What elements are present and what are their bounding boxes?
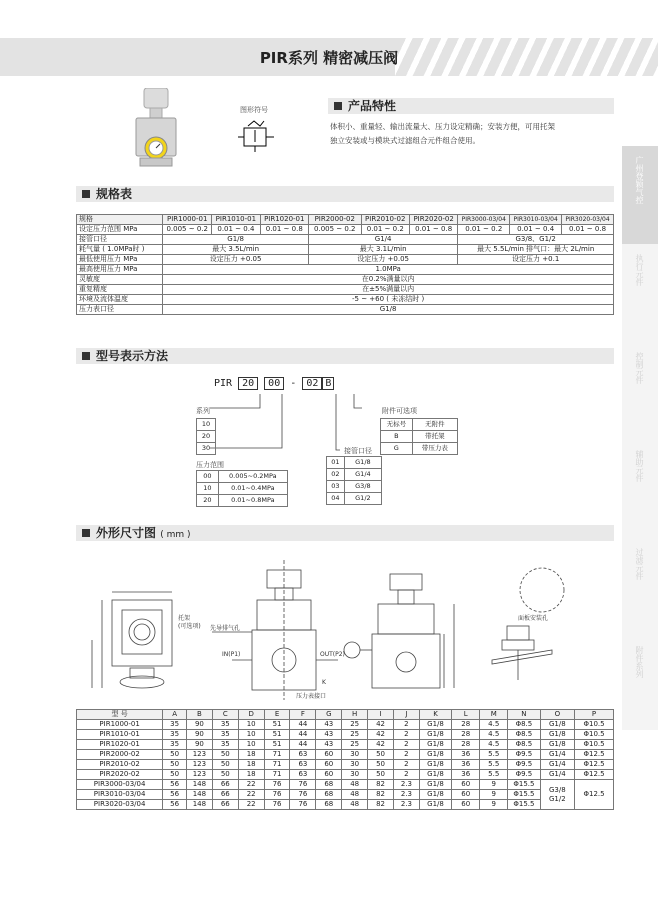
table-cell: 35 xyxy=(163,740,187,750)
table-row: 设定压力范围 MPa 0.005 ~ 0.2 0.01 ~ 0.4 0.01 ~ 0.8 0.005 ~ 0.2 0.01 ~ 0.2 0.01 ~ 0.8 0.01 ~ 0.2 0.01 ~ 0.4 0.01 ~ 0.8 xyxy=(77,225,614,235)
table-cell: Φ10.5 xyxy=(575,740,614,750)
table-cell: 90 xyxy=(186,720,212,730)
table-cell: 123 xyxy=(186,760,212,770)
table-cell: 50 xyxy=(212,770,238,780)
table-row: 耗气量 ( 1.0MPa时 ) 最大 3.5L/min 最大 3.1L/min 最大 5.5L/min 排气口：最大 2L/min xyxy=(77,245,614,255)
table-cell: 30 xyxy=(342,770,368,780)
table-cell: 123 xyxy=(186,750,212,760)
label-bracket: 托架 xyxy=(178,615,191,622)
table-cell: 18 xyxy=(238,750,264,760)
table-cell: 51 xyxy=(264,730,290,740)
table-cell: 30 xyxy=(342,760,368,770)
label-k: K xyxy=(322,679,326,686)
table-cell: 44 xyxy=(290,720,316,730)
table-cell: 36 xyxy=(452,760,480,770)
table-cell: PIR3010-03/04 xyxy=(77,790,163,800)
table-cell: 2 xyxy=(393,750,419,760)
table-row: 00 0.005~0.2MPa xyxy=(197,471,288,483)
features-line-2: 独立安装或与模块式过滤组合元件组合使用。 xyxy=(330,136,480,145)
table-cell: G1/8 xyxy=(419,790,451,800)
table-row: 灵敏度 在0.2%满量以内 xyxy=(77,275,614,285)
column-header: O xyxy=(540,710,575,720)
table-cell: 44 xyxy=(290,730,316,740)
table-row xyxy=(77,730,614,740)
pressure-table xyxy=(196,470,288,507)
table-cell: G1/8 xyxy=(419,750,451,760)
table-row: 20 0.01~0.8MPa xyxy=(197,495,288,507)
dimensions-unit: ( mm ) xyxy=(160,530,191,540)
table-cell: 36 xyxy=(452,770,480,780)
table-cell: 82 xyxy=(368,800,394,810)
column-header: F xyxy=(290,710,316,720)
code-port: 02 xyxy=(302,377,322,390)
model-code xyxy=(214,378,334,389)
side-tab-accessories[interactable]: 附件系列 xyxy=(622,636,658,731)
column-header: C xyxy=(212,710,238,720)
table-cell: 10 xyxy=(238,740,264,750)
table-row: 01 G1/8 xyxy=(327,457,382,469)
table-cell: G1/8 xyxy=(419,760,451,770)
features-header xyxy=(328,98,614,114)
table-cell: 90 xyxy=(186,730,212,740)
table-cell: 2.3 xyxy=(393,790,419,800)
table-cell: 2 xyxy=(393,730,419,740)
table-cell: 68 xyxy=(316,790,342,800)
code-dash: - xyxy=(290,378,297,389)
features-heading: 产品特性 xyxy=(348,99,397,113)
table-cell: Φ9.5 xyxy=(508,750,540,760)
table-cell: 50 xyxy=(212,760,238,770)
code-pressure: 00 xyxy=(264,377,284,390)
port-title: 接管口径 xyxy=(344,447,372,455)
table-cell: 50 xyxy=(368,750,394,760)
table-cell: 9 xyxy=(480,790,508,800)
table-row: 最低使用压力 MPa 设定压力 +0.05 设定压力 +0.05 设定压力 +0.1 xyxy=(77,255,614,265)
table-cell: Φ15.5 xyxy=(508,790,540,800)
code-accessory: B xyxy=(322,377,334,390)
table-row: B 带托架 xyxy=(381,431,458,443)
table-row: 无标号 无附件 xyxy=(381,419,458,431)
table-row: 最高使用压力 MPa 1.0MPa xyxy=(77,265,614,275)
dimensions-heading: 外形尺寸图 xyxy=(96,526,157,540)
table-cell: 71 xyxy=(264,770,290,780)
table-cell: 63 xyxy=(290,770,316,780)
table-cell: 35 xyxy=(212,720,238,730)
table-cell: 66 xyxy=(212,800,238,810)
accessory-table xyxy=(380,418,458,455)
table-cell: G1/8 xyxy=(540,730,575,740)
table-cell: 35 xyxy=(212,730,238,740)
table-cell: Φ8.5 xyxy=(508,740,540,750)
table-cell: 2.3 xyxy=(393,800,419,810)
table-cell: 90 xyxy=(186,740,212,750)
column-header: I xyxy=(368,710,394,720)
model-heading: 型号表示方法 xyxy=(96,349,169,363)
table-cell: 22 xyxy=(238,780,264,790)
table-cell: 42 xyxy=(368,730,394,740)
table-cell: 4.5 xyxy=(480,730,508,740)
side-tabs xyxy=(622,146,658,730)
column-header: A xyxy=(163,710,187,720)
table-row: 30 xyxy=(197,443,216,455)
table-row: 03 G3/8 xyxy=(327,481,382,493)
column-header: K xyxy=(419,710,451,720)
table-row: 10 0.01~0.4MPa xyxy=(197,483,288,495)
table-row: G 带压力表 xyxy=(381,443,458,455)
table-row xyxy=(77,740,614,750)
table-cell: 60 xyxy=(452,780,480,790)
table-cell: PIR1020-01 xyxy=(77,740,163,750)
table-cell: 76 xyxy=(290,790,316,800)
table-cell: 50 xyxy=(163,750,187,760)
table-row: 环境及流体温度 -5 ~ +60 ( 未冻结时 ) xyxy=(77,295,614,305)
series-table xyxy=(196,418,216,455)
table-cell: PIR1000-01 xyxy=(77,720,163,730)
table-cell: 2 xyxy=(393,740,419,750)
table-cell: 51 xyxy=(264,720,290,730)
series-title: 系列 xyxy=(196,407,210,415)
table-cell: G1/8 xyxy=(540,740,575,750)
table-cell: G1/8 xyxy=(540,720,575,730)
table-cell: 76 xyxy=(264,800,290,810)
table-cell: 9 xyxy=(480,800,508,810)
table-cell: 35 xyxy=(163,720,187,730)
table-cell: 42 xyxy=(368,740,394,750)
table-cell: 50 xyxy=(163,770,187,780)
table-cell-merged-o: G3/8 G1/2 xyxy=(540,780,575,810)
table-cell: PIR2020-02 xyxy=(77,770,163,780)
table-cell: 56 xyxy=(163,780,187,790)
table-cell: 4.5 xyxy=(480,740,508,750)
table-cell: 18 xyxy=(238,760,264,770)
title-band xyxy=(0,38,658,76)
table-cell: G1/4 xyxy=(540,760,575,770)
table-cell: 68 xyxy=(316,800,342,810)
table-cell: PIR3000-03/04 xyxy=(77,780,163,790)
label-bracket-opt: (可选项) xyxy=(178,623,201,630)
table-cell: Φ15.5 xyxy=(508,800,540,810)
side-tab-filters[interactable]: 过滤元件 xyxy=(622,538,658,637)
table-cell: 50 xyxy=(163,760,187,770)
table-cell: Φ9.5 xyxy=(508,760,540,770)
table-cell: 63 xyxy=(290,760,316,770)
table-cell: Φ15.5 xyxy=(508,780,540,790)
side-tab-company[interactable]: 广州登颖气控 xyxy=(622,146,658,245)
table-row: 20 xyxy=(197,431,216,443)
table-cell: 60 xyxy=(316,750,342,760)
table-cell: 5.5 xyxy=(480,750,508,760)
table-row: 04 G1/2 xyxy=(327,493,382,505)
column-header: D xyxy=(238,710,264,720)
column-header: 型 号 xyxy=(77,710,163,720)
table-cell: 2 xyxy=(393,770,419,780)
spec-header xyxy=(76,186,614,202)
code-series: 20 xyxy=(238,377,258,390)
table-row: 重复精度 在±5%满量以内 xyxy=(77,285,614,295)
table-cell: 5.5 xyxy=(480,770,508,780)
table-cell: 2 xyxy=(393,760,419,770)
table-cell: 48 xyxy=(342,780,368,790)
table-cell: 60 xyxy=(452,790,480,800)
table-cell: PIR2000-02 xyxy=(77,750,163,760)
table-cell: Φ12.5 xyxy=(575,770,614,780)
column-header: L xyxy=(452,710,480,720)
table-cell: PIR2010-02 xyxy=(77,760,163,770)
table-cell: Φ12.5 xyxy=(575,760,614,770)
table-cell: 44 xyxy=(290,740,316,750)
table-cell: 66 xyxy=(212,780,238,790)
table-cell: G1/8 xyxy=(419,780,451,790)
table-cell: 63 xyxy=(290,750,316,760)
column-header: E xyxy=(264,710,290,720)
table-cell: 60 xyxy=(316,770,342,780)
model-header xyxy=(76,348,614,364)
table-cell: 35 xyxy=(163,730,187,740)
table-cell: 36 xyxy=(452,750,480,760)
table-cell: 2 xyxy=(393,720,419,730)
table-row: 规格 PIR1000-01 PIR1010-01 PIR1020-01 PIR2000-02 PIR2010-02 PIR2020-02 PIR3000-03/04 PIR3010-03/04 PIR3020-03/04 xyxy=(77,215,614,225)
table-row: 02 G1/4 xyxy=(327,469,382,481)
table-cell: 148 xyxy=(186,790,212,800)
table-cell: 82 xyxy=(368,780,394,790)
table-cell: 43 xyxy=(316,740,342,750)
table-cell: 35 xyxy=(212,740,238,750)
table-cell: G1/8 xyxy=(419,730,451,740)
table-cell: 5.5 xyxy=(480,760,508,770)
symbol-label: 图形符号 xyxy=(240,106,268,114)
column-header: N xyxy=(508,710,540,720)
table-cell: 10 xyxy=(238,720,264,730)
table-cell: G1/8 xyxy=(419,740,451,750)
dimension-drawing xyxy=(82,550,606,704)
table-cell: 148 xyxy=(186,780,212,790)
table-row xyxy=(77,770,614,780)
table-cell: 76 xyxy=(290,780,316,790)
table-cell: 18 xyxy=(238,770,264,780)
table-cell: 68 xyxy=(316,780,342,790)
side-tab-controls[interactable]: 控制元件 xyxy=(622,342,658,441)
table-cell: PIR3020-03/04 xyxy=(77,800,163,810)
table-cell: G1/8 xyxy=(419,800,451,810)
code-prefix: PIR xyxy=(214,378,233,389)
table-cell: 50 xyxy=(212,750,238,760)
table-cell: 22 xyxy=(238,800,264,810)
table-cell: Φ12.5 xyxy=(575,750,614,760)
product-photo xyxy=(128,88,184,168)
table-cell: Φ8.5 xyxy=(508,720,540,730)
table-cell: PIR1010-01 xyxy=(77,730,163,740)
table-cell: 76 xyxy=(264,780,290,790)
table-cell: Φ10.5 xyxy=(575,730,614,740)
features-line-1: 体积小、重量轻、输出流量大、压力设定精确；安装方便，可用托架 xyxy=(330,122,555,131)
spec-table xyxy=(76,214,614,315)
label-in-port: IN(P1) xyxy=(222,651,241,658)
table-cell: 76 xyxy=(264,790,290,800)
table-cell: 50 xyxy=(368,760,394,770)
table-cell: 25 xyxy=(342,740,368,750)
table-header-row xyxy=(77,710,614,720)
table-row xyxy=(77,800,614,810)
column-header: P xyxy=(575,710,614,720)
label-gauge-port: 压力表接口 xyxy=(296,693,327,700)
side-tab-actuators[interactable]: 执行元件 xyxy=(622,244,658,343)
table-cell: 66 xyxy=(212,790,238,800)
table-cell: 56 xyxy=(163,790,187,800)
table-cell: 71 xyxy=(264,760,290,770)
table-cell: 148 xyxy=(186,800,212,810)
table-cell: 28 xyxy=(452,720,480,730)
table-cell: 51 xyxy=(264,740,290,750)
table-row xyxy=(77,720,614,730)
table-cell: 10 xyxy=(238,730,264,740)
table-cell: 71 xyxy=(264,750,290,760)
table-cell: 76 xyxy=(290,800,316,810)
table-cell: 30 xyxy=(342,750,368,760)
table-cell: 48 xyxy=(342,800,368,810)
table-cell: 60 xyxy=(452,800,480,810)
table-cell: 22 xyxy=(238,790,264,800)
table-row: 10 xyxy=(197,419,216,431)
table-cell: 123 xyxy=(186,770,212,780)
label-out-port: OUT(P2) xyxy=(320,651,345,658)
label-panel: 面板安装孔 xyxy=(518,615,549,622)
table-cell: 25 xyxy=(342,720,368,730)
table-cell: G1/8 xyxy=(419,770,451,780)
table-row xyxy=(77,760,614,770)
table-cell: G1/8 xyxy=(419,720,451,730)
accessory-title: 附件可选项 xyxy=(382,407,417,415)
table-row xyxy=(77,790,614,800)
column-header: H xyxy=(342,710,368,720)
table-cell: 28 xyxy=(452,740,480,750)
table-row: 压力表口径 G1/8 xyxy=(77,305,614,315)
table-cell: 56 xyxy=(163,800,187,810)
table-row: 接管口径 G1/8 G1/4 G3/8、G1/2 xyxy=(77,235,614,245)
table-cell: Φ9.5 xyxy=(508,770,540,780)
column-header: B xyxy=(186,710,212,720)
table-cell: 48 xyxy=(342,790,368,800)
column-header: J xyxy=(393,710,419,720)
valve-symbol-icon xyxy=(238,118,274,154)
table-row xyxy=(77,780,614,790)
table-cell-merged-p: Φ12.5 xyxy=(575,780,614,810)
side-tab-auxiliary[interactable]: 辅助元件 xyxy=(622,440,658,539)
column-header: G xyxy=(316,710,342,720)
table-cell: 60 xyxy=(316,760,342,770)
table-cell: Φ8.5 xyxy=(508,730,540,740)
features-text xyxy=(330,120,620,148)
label-exhaust: 先导排气孔 xyxy=(210,625,241,632)
table-cell: G1/4 xyxy=(540,750,575,760)
table-cell: 82 xyxy=(368,790,394,800)
table-cell: 4.5 xyxy=(480,720,508,730)
column-header: M xyxy=(480,710,508,720)
spec-heading: 规格表 xyxy=(96,187,133,201)
table-cell: 50 xyxy=(368,770,394,780)
table-cell: 42 xyxy=(368,720,394,730)
port-table xyxy=(326,456,382,505)
table-cell: 9 xyxy=(480,780,508,790)
table-cell: Φ10.5 xyxy=(575,720,614,730)
table-cell: G1/4 xyxy=(540,770,575,780)
pressure-title: 压力范围 xyxy=(196,461,224,469)
dimensions-table xyxy=(76,709,614,810)
table-cell: 2.3 xyxy=(393,780,419,790)
table-cell: 28 xyxy=(452,730,480,740)
page-title: PIR系列 精密减压阀 xyxy=(259,49,399,67)
table-row xyxy=(77,750,614,760)
table-cell: 25 xyxy=(342,730,368,740)
dimensions-header xyxy=(76,525,614,541)
table-cell: 43 xyxy=(316,720,342,730)
table-cell: 43 xyxy=(316,730,342,740)
